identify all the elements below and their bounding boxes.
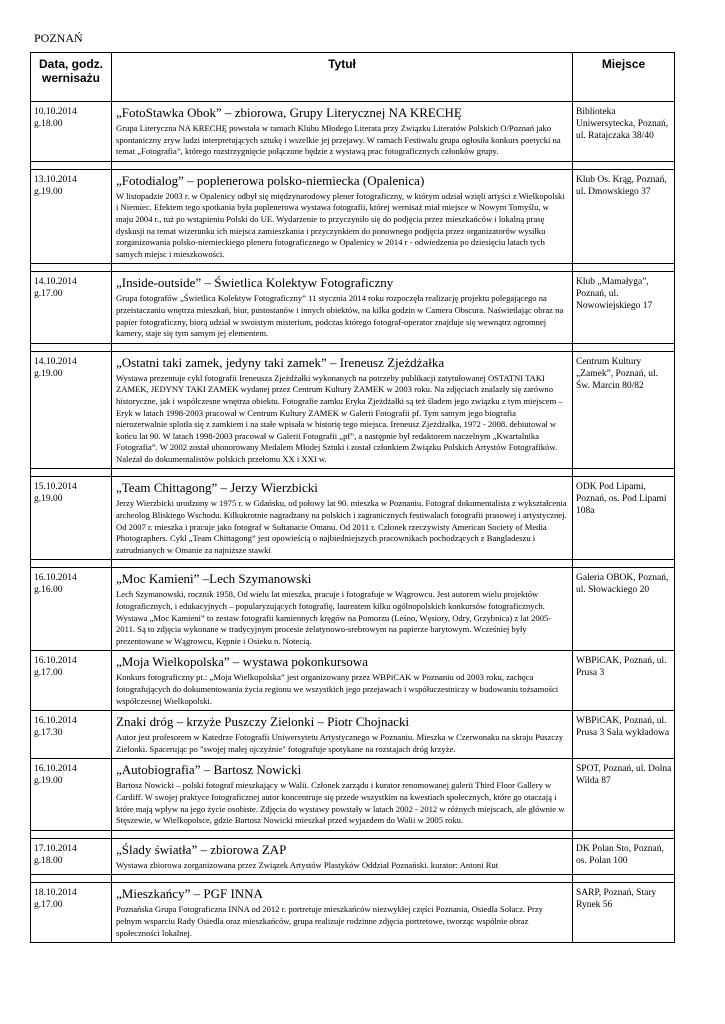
spacer-cell bbox=[31, 875, 112, 883]
spacer-cell bbox=[573, 161, 675, 169]
spacer-cell bbox=[112, 264, 573, 272]
event-date-cell bbox=[31, 651, 112, 711]
event-row bbox=[31, 883, 675, 943]
row-spacer bbox=[31, 560, 675, 568]
event-info-cell bbox=[112, 568, 573, 651]
events-table bbox=[30, 52, 675, 943]
event-time: g.19.00 bbox=[34, 186, 63, 197]
event-time: g.18.00 bbox=[34, 855, 63, 866]
event-place: Klub „Mamałyga”, Poznań, ul. Nowowiejskiego 17 bbox=[573, 272, 675, 343]
event-place: Klub Os. Krąg, Poznań, ul. Dmowskiego 37 bbox=[573, 169, 675, 264]
spacer-cell bbox=[573, 830, 675, 838]
event-date-cell bbox=[31, 883, 112, 943]
event-title: „Inside-outside” – Świetlica Kolektyw Fotograficzny bbox=[116, 275, 394, 291]
event-place: Centrum Kultury „Zamek”, Poznań, ul. Św. Marcin 80/82 bbox=[573, 351, 675, 469]
spacer-cell bbox=[573, 469, 675, 477]
event-info-cell bbox=[112, 477, 573, 560]
event-date: 10.10.2014 bbox=[34, 107, 77, 117]
event-place: DK Polan Sto, Poznań, os. Polan 100 bbox=[573, 838, 675, 875]
header-row bbox=[31, 53, 675, 102]
event-date: 14.10.2014 bbox=[34, 356, 77, 367]
event-title: „Moc Kamieni” –Lech Szymanowski bbox=[116, 571, 312, 587]
row-spacer bbox=[31, 469, 675, 477]
event-description: Jerzy Wierzbicki urodzony w 1975 r. w Gdańsku, od połowy lat 90. mieszka w Poznaniu. Fotograf dokumentalista z wykształcenia archeolog Bliskiego Wschodu. Kilkukrotnie nagradzany na polskich i zagranicznych festiwalach fotografii prasowej i artystycznej. Od 2007 r. mieszka i pracuje jako fotograf w Sułtanacie Omanu. Od 2011 r. Członek rzeczywisty American Society of Media Photographers. Cykl „Team Chittagong” jest opowieścią o najbiedniejszych pracownikach pochodzących z Bangladeszu i zatrudnianych w Omanie za najniższe stawki bbox=[116, 498, 567, 555]
header-place: Miejsce bbox=[573, 53, 675, 102]
event-date: 16.10.2014 bbox=[34, 656, 77, 667]
event-date: 18.10.2014 bbox=[34, 888, 77, 899]
event-date-cell bbox=[31, 351, 112, 469]
event-title: „Ostatni taki zamek, jedyny taki zamek” – Ireneusz Zjeżdżałka bbox=[116, 354, 445, 370]
row-spacer bbox=[31, 343, 675, 351]
event-place: SPOT, Poznań, ul. Dolna Wilda 87 bbox=[573, 759, 675, 830]
event-row bbox=[31, 838, 675, 875]
event-row bbox=[31, 477, 675, 560]
event-date: 15.10.2014 bbox=[34, 482, 77, 493]
header-date: Data, godz. wernisażu bbox=[31, 53, 112, 102]
spacer-cell bbox=[31, 560, 112, 568]
events-body bbox=[31, 102, 675, 943]
spacer-cell bbox=[112, 875, 573, 883]
event-time: g.19.00 bbox=[34, 494, 63, 505]
event-place: WBPiCAK, Poznań, ul. Prusa 3 Sala wykładowa bbox=[573, 711, 675, 759]
event-info-cell bbox=[112, 883, 573, 943]
event-info-cell bbox=[112, 651, 573, 711]
event-date-cell bbox=[31, 711, 112, 759]
spacer-cell bbox=[112, 161, 573, 169]
event-time: g.17.00 bbox=[34, 668, 63, 679]
event-description: Wystawa zbiorowa zorganizowana przez Związek Artystów Plastyków Oddział Poznański. kurator: Antoni Rut bbox=[116, 859, 499, 870]
event-date-cell bbox=[31, 759, 112, 830]
spacer-cell bbox=[31, 469, 112, 477]
header-title: Tytuł bbox=[112, 53, 573, 102]
event-date-cell bbox=[31, 169, 112, 264]
event-row bbox=[31, 711, 675, 759]
event-description: Autor jest profesorem w Katedrze Fotografii Uniwersytetu Artystycznego w Poznaniu. Mieszka w Czerwonaku na skraju Puszczy Zielonki. Spacerując po "swojej małej ojczyźnie" fotografuje spotykane na rozstajach dróg krzyże. bbox=[116, 732, 564, 754]
spacer-cell bbox=[573, 560, 675, 568]
spacer-cell bbox=[31, 161, 112, 169]
event-date: 17.10.2014 bbox=[34, 843, 77, 854]
event-info-cell bbox=[112, 759, 573, 830]
event-date-cell bbox=[31, 568, 112, 651]
event-row bbox=[31, 568, 675, 651]
row-spacer bbox=[31, 264, 675, 272]
spacer-cell bbox=[112, 343, 573, 351]
event-title: „FotoStawka Obok” – zbiorowa, Grupy Literyczn​ej NA KRECHĘ bbox=[116, 105, 462, 120]
event-description: Konkurs fotograficzny pt.: „Moja Wielkopolska” jest organizowany przez WBPiCAK w Poznaniu od 2003 roku, zachęca fotografujących do dokumentowania życia regionu we wszystkich jego przejawach i współuczestniczy w budowaniu tożsamości współczesnej Wielkopolski. bbox=[116, 672, 559, 706]
event-time: g.17.30 bbox=[34, 728, 63, 739]
event-date: 16.10.2014 bbox=[34, 764, 77, 775]
event-title: „Team Chittagong” – Jerzy Wierzbicki bbox=[116, 480, 318, 496]
row-spacer bbox=[31, 875, 675, 883]
event-time: g.16.00 bbox=[34, 585, 63, 596]
spacer-cell bbox=[573, 343, 675, 351]
event-row bbox=[31, 169, 675, 264]
event-date-cell bbox=[31, 272, 112, 343]
event-place: Biblioteka Uniwersytecka, Poznań, ul. Ratajczaka 38/40 bbox=[573, 102, 675, 162]
event-title: „Moja Wielkopolska” – wystawa pokonkursowa bbox=[116, 654, 368, 670]
event-date: 16.10.2014 bbox=[34, 573, 77, 584]
event-title: „Autobiografia” – Bartosz Nowicki bbox=[116, 762, 302, 778]
spacer-cell bbox=[112, 830, 573, 838]
event-place: SARP, Poznań, Stary Rynek 56 bbox=[573, 883, 675, 943]
event-row bbox=[31, 759, 675, 830]
event-description: Bartosz Nowicki – polski fotograf mieszkający w Walii. Członek zarządu i kurator renomowanej galerii Third Floor Gallery w Cardiff. W swojej praktyce fotograficznej autor koncentruje się przede wszystkim na kwestiach społecznych, które go otaczają i które mają wpływ na jego życie osobiste. Zdjęcia do wystawy powstały w latach 2002 - 2012 w różnych miejscach, ale głównie w Stęszewie, w Wielkopolsce, gdzie Bartosz Nowicki mieszkał przed wyjazdem do Walii w 2005 roku. bbox=[116, 780, 565, 826]
event-row bbox=[31, 651, 675, 711]
spacer-cell bbox=[31, 343, 112, 351]
event-date-cell bbox=[31, 838, 112, 875]
event-date-cell bbox=[31, 102, 112, 162]
event-place: ODK Pod Lipami, Poznań, os. Pod Lipami 108a bbox=[573, 477, 675, 560]
event-date-cell bbox=[31, 477, 112, 560]
event-title: Znaki dróg – krzyże Puszczy Zielonki – Piotr Chojnacki bbox=[116, 714, 410, 730]
event-info-cell bbox=[112, 169, 573, 264]
event-time: g.17.00 bbox=[34, 900, 63, 911]
event-row bbox=[31, 272, 675, 343]
event-title: „Fotodialog” – poplenerowa polsko-niemiecka (Opalenica) bbox=[116, 172, 425, 188]
spacer-cell bbox=[31, 264, 112, 272]
event-info-cell bbox=[112, 351, 573, 469]
event-time: g.19.00 bbox=[34, 776, 63, 787]
spacer-cell bbox=[573, 264, 675, 272]
event-time: g.19.00 bbox=[34, 368, 63, 379]
event-row bbox=[31, 102, 675, 162]
event-info-cell bbox=[112, 102, 573, 162]
spacer-cell bbox=[112, 560, 573, 568]
event-info-cell bbox=[112, 711, 573, 759]
event-date: 13.10.2014 bbox=[34, 174, 77, 185]
row-spacer bbox=[31, 161, 675, 169]
spacer-cell bbox=[573, 875, 675, 883]
event-description: W listopadzie 2003 r. w Opalenicy odbył się międzynarodowy plener fotograficzny, w którym udział wzięli artyści z Wielkopolski i Niemiec. Efektem tego spotkania była poplenerowa wystawa fotografii, której wernisaż miał miejsce w Nowym Tomyślu, w maju 2004 r., tuż po wstąpieniu Polski do UE. Wydarzenie to przyczyniło się do podjęcia przez mieszkańców i lokalną prasę dyskusji na temat wizerunku ich miejsca zamieszkania i przyczynkiem do ponownego podjęcia przez organizatorów wysiłku zorganizowania polsko-niemieckiego pleneru fotograficznego w Opalenicy w 2014 r - odwiedzenia po dziesięciu latach tych samych miejsc i mieszkowości. bbox=[116, 190, 565, 259]
event-time: g.18.00 bbox=[34, 119, 63, 129]
city-heading: POZNAŃ bbox=[34, 31, 83, 45]
event-row bbox=[31, 351, 675, 469]
event-description: Wystawa prezentuje cykl fotografii Ireneusza Zjeżdżałki wykonanych na potrzeby publikacji zatytułowanej OSTATNI TAKI ZAMEK, JEDYNY TAKI ZAMEK wydanej przez Centrum Kultury ZAMEK w 2003 roku. Na zdjęciach znalazły się zarówno historyczne, jak i współczesne wnętrza obiektu. Fotografie zamku Eryka Zjeżdżałki są też śladem jego związku z tym miejscem – Eryk w latach 1998-2003 pracował w Centrum Kultury ZAMEK w Galerii Fotografii pf. Tym samym jego biografia nierozerwalnie splotła się z zamkiem i na stałe wpisała w historię tego miejsca. Ireneusz Zjeżdżałka, 1972 - 2008. debiutował w końcu lat 90. W latach 1998-2003 pracował w Galerii Fotografii „pf”, a następnie był redaktorem naczelnym „Kwartalnika Fotografia”. W 2002 został uhonorowany Medalem Młodej Sztuki i został członkiem Związku Polskich Artystów Fotografików. Należał do dokumentalistów polskich przełomu XX i XXI w. bbox=[116, 372, 563, 464]
event-info-cell bbox=[112, 272, 573, 343]
event-description: Grupa Literyczna NA KRECHĘ powstała w ramach Klubu Młodego Literata przy Związku Literatów Polskich O/Poznań jako spontaniczny zryw ludzi interpretujących sztukę i wszelkie jej przejawy. W ramach Festiwalu grupa ogłosiła konkurs poetycki na temat „Fotografia”, którego rozstrzygnięcie połączone będzie z wystawą prac fotograficznych członków grupy. bbox=[116, 123, 561, 157]
event-place: WBPiCAK, Poznań, ul. Prusa 3 bbox=[573, 651, 675, 711]
event-description: Lech Szymanowski, rocznik 1958, Od wielu lat mieszka, pracuje i fotografuje w Wągrowcu. Jest autorem wielu projektów fotograficznych, i edukacyjnych – popularyzujących fotografię, laureatem kilku ogólnopolskich konkursów fotograficznych. Wystawa „Moc Kamieni” to zestaw fotografii kamiennych kręgów na Pomorzu (Leśno, Węsiory, Odry, Grzybnica) z lat 2005-2011. Są to zdjęcia wykonane w tradycyjnym procesie żelatynowo-srebrowym na papierze barytowym. Wcześniej były prezentowane w Wągrowcu, Kępnie i Osieku n. Notecią. bbox=[116, 589, 552, 646]
event-info-cell bbox=[112, 838, 573, 875]
event-description: Grupa fotografów „Świetlica Kolektyw Fotograficzny” 11 stycznia 2014 roku rozpoczęła realizację projektu polegającego na przeistaczaniu wnętrza mieszkań, biur, pustostanów i innych obiektów, na kilka godzin w Camera Obscura. Naświetlając obraz na papier fotograficzny, biorą udział w swoistym misterium, podczas którego fotograf-operator znajduje się wewnątrz ogromnej kamery, staje się tym samym jej elementem. bbox=[116, 293, 564, 339]
event-date: 16.10.2014 bbox=[34, 716, 77, 727]
spacer-cell bbox=[112, 469, 573, 477]
event-place: Galeria OBOK, Poznań, ul. Słowackiego 20 bbox=[573, 568, 675, 651]
event-date: 14.10.2014 bbox=[34, 277, 77, 288]
row-spacer bbox=[31, 830, 675, 838]
event-description: Poznańska Grupa Fotograficzna INNA od 2012 r. portretuje mieszkańców niezwykłej części Poznania, Osiedla Sołacz. Przy pełnym wsparciu Rady Osiedla oraz mieszkańców, grupa realizuje rodzinne zdjęcia portretowe, tworząc wspólnie obraz społeczności lokalnej. bbox=[116, 904, 543, 938]
event-title: „Mieszkańcy” – PGF INNA bbox=[116, 886, 263, 902]
event-title: „Ślady światła” – zbiorowa ZAP bbox=[116, 841, 287, 857]
event-time: g.17.00 bbox=[34, 289, 63, 300]
spacer-cell bbox=[31, 830, 112, 838]
